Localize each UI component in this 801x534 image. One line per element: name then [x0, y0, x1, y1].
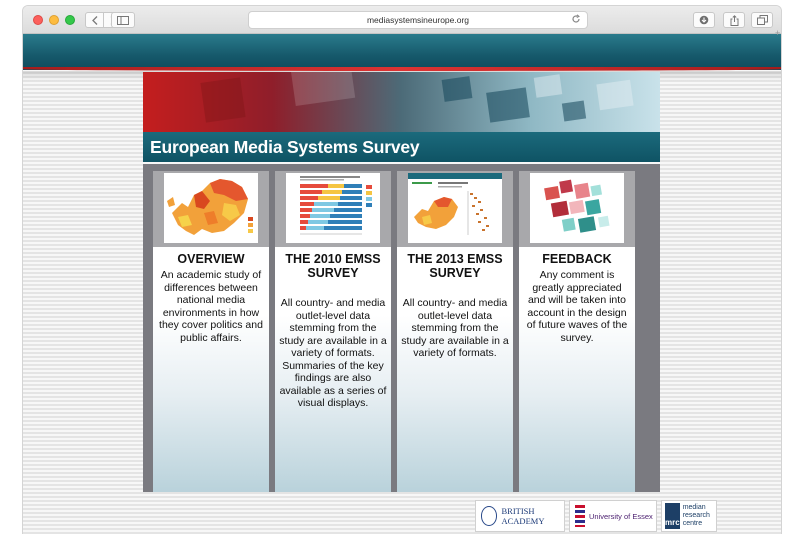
feedback-card[interactable] [519, 171, 635, 492]
median-research-centre-logo[interactable] [661, 500, 717, 532]
header-banner-image [143, 72, 660, 132]
site-header-bar [23, 34, 781, 70]
survey-2013-card[interactable] [397, 171, 513, 492]
europe-map-image [164, 173, 258, 243]
colored-squares-thumbnail[interactable] [530, 173, 624, 243]
essex-mark-icon [575, 505, 585, 527]
new-tab-button[interactable]: + [775, 28, 781, 38]
thumbnail-frame [275, 171, 391, 247]
partner-logos [475, 500, 715, 534]
sidebar-toggle-button[interactable] [111, 12, 135, 28]
main-content [143, 72, 660, 492]
share-icon [730, 15, 739, 26]
colored-squares-image [530, 173, 624, 243]
share-button[interactable] [723, 12, 745, 28]
stacked-bar-chart-thumbnail[interactable] [286, 173, 380, 243]
card-description: An academic study of differences between national media environments in how they cover politics and public affairs. [159, 269, 263, 344]
zoom-window-button[interactable] [65, 15, 75, 25]
banner-square [200, 77, 245, 122]
card-heading[interactable]: THE 2013 EMSS SURVEY [407, 252, 503, 280]
card-heading[interactable]: THE 2010 EMSS SURVEY [285, 252, 381, 280]
show-tabs-button[interactable] [751, 12, 773, 28]
banner-square [596, 80, 633, 110]
cards-panel [143, 164, 660, 492]
reload-icon[interactable] [571, 14, 581, 24]
sidebar-icon [117, 16, 129, 25]
banner-square [291, 72, 355, 106]
seal-icon [481, 506, 497, 526]
site-title: European Media Systems Survey [150, 136, 420, 157]
back-button[interactable] [85, 12, 104, 28]
minimize-window-button[interactable] [49, 15, 59, 25]
close-window-button[interactable] [33, 15, 43, 25]
banner-square [562, 101, 586, 122]
british-academy-logo[interactable] [475, 500, 565, 532]
chevron-left-icon [92, 16, 98, 25]
overview-card[interactable] [153, 171, 269, 492]
thumbnail-frame [153, 171, 269, 247]
page-viewport [23, 34, 781, 534]
mrc-mark: mrc [665, 503, 680, 529]
stacked-bar-chart-image [286, 173, 380, 243]
browser-window [23, 6, 781, 534]
europe-map-thumbnail[interactable] [164, 173, 258, 243]
british-academy-label: BRITISH ACADEMY [501, 506, 545, 526]
card-heading[interactable]: OVERVIEW [177, 252, 245, 266]
banner-square [442, 76, 473, 102]
card-description: Any comment is greatly appreciated and will be taken into account in the design of future waves of the survey. [526, 269, 628, 344]
downloads-button[interactable] [693, 12, 715, 28]
map-with-chart-thumbnail[interactable] [408, 173, 502, 243]
banner-square [486, 87, 530, 122]
median-research-centre-label: median research centre [682, 504, 710, 527]
address-bar[interactable] [248, 11, 588, 29]
banner-square [534, 74, 563, 97]
site-title-bar [143, 132, 660, 162]
thumbnail-frame [519, 171, 635, 247]
browser-toolbar [23, 6, 781, 34]
card-heading[interactable]: FEEDBACK [542, 252, 612, 266]
university-of-essex-label: University of Essex [589, 511, 653, 521]
card-description: All country- and media outlet-level data stemming from the study are available in a variety of formats. [401, 297, 509, 359]
tabs-icon [757, 15, 768, 25]
university-of-essex-logo[interactable] [569, 500, 657, 532]
survey-2010-card[interactable] [275, 171, 391, 492]
map-with-chart-image [408, 173, 502, 243]
download-icon [699, 15, 709, 25]
url-text: mediasystemsineurope.org [366, 15, 470, 25]
card-description: All country- and media outlet-level data stemming from the study are available in a variety of formats. Summaries of the key findings are also available as a series of visual displays. [279, 297, 387, 409]
thumbnail-frame [397, 171, 513, 247]
